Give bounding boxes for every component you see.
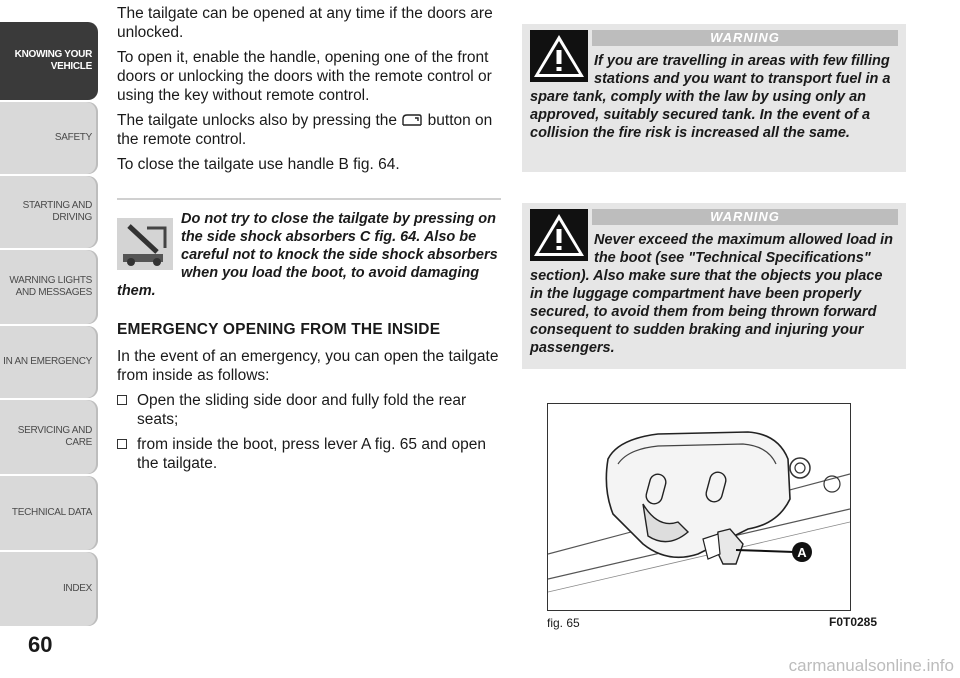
warning-text: Never exceed the maximum allowed load in the boot (see "Technical Specifications" section). Also make sure that the objects you place in the luggage compartment have been properly secured, to avoid them from being thrown forward consequent to sudden braking and injuring your passengers. <box>530 232 893 356</box>
paragraph <box>117 111 501 149</box>
list-item <box>117 435 501 473</box>
sidebar-tab-label: SERVICING AND CARE <box>17 425 92 448</box>
list-item-text: from inside the boot, press lever A fig. 65 and open the tailgate. <box>137 436 486 472</box>
sidebar-tab-label: IN AN EMERGENCY <box>3 356 92 367</box>
list-item <box>117 391 501 429</box>
sidebar-tab-knowing-your-vehicle[interactable] <box>0 22 98 100</box>
instruction-list <box>117 391 501 473</box>
sidebar-tab-label: KNOWING YOUR VEHICLE <box>14 49 92 72</box>
warning-box-fuel <box>522 24 906 172</box>
warning-box-max-load <box>522 203 906 369</box>
warning-title: WARNING <box>592 30 898 46</box>
sidebar-tab-label: INDEX <box>62 583 92 594</box>
sidebar-tab-label: TECHNICAL DATA <box>11 507 92 518</box>
sidebar-tab-warning-lights[interactable] <box>0 250 98 324</box>
paragraph: In the event of an emergency, you can open the tailgate from inside as follows: <box>117 348 499 384</box>
sidebar-tab-safety[interactable] <box>0 102 98 174</box>
paragraph: The tailgate can be opened at any time if the doors are unlocked. <box>117 5 493 41</box>
paragraph: To close the tailgate use handle B fig. 64. <box>117 156 400 173</box>
left-column <box>117 4 501 479</box>
caution-text: Do not try to close the tailgate by pressing on the side shock absorbers C fig. 64. Also be careful not to knock the side shock absorbers when you load the boot, to avoid damaging them. <box>117 211 498 299</box>
warning-triangle-icon <box>530 30 588 82</box>
warning-title: WARNING <box>592 209 898 225</box>
sidebar-tab-technical-data[interactable] <box>0 476 98 550</box>
tailgate-lock-illustration <box>548 404 850 610</box>
sidebar-tab-label: SAFETY <box>54 132 92 143</box>
sidebar-tab-label: WARNING LIGHTS AND MESSAGES <box>9 275 92 298</box>
figure-tailgate-lock <box>547 403 851 611</box>
paragraph-text: button on the remote control. <box>117 112 493 148</box>
figure-label: fig. 65 <box>547 616 580 630</box>
checkbox-bullet-icon <box>117 395 127 405</box>
warning-triangle-icon <box>530 209 588 261</box>
section-heading: EMERGENCY OPENING FROM THE INSIDE <box>117 321 441 338</box>
sidebar-tab-servicing-and-care[interactable] <box>0 400 98 474</box>
sidebar-tab-starting-and-driving[interactable] <box>0 176 98 248</box>
list-item-text: Open the sliding side door and fully fold the rear seats; <box>137 392 467 428</box>
sidebar-tab-label: STARTING AND DRIVING <box>22 200 92 223</box>
paragraph-text: The tailgate unlocks also by pressing the <box>117 112 398 129</box>
caution-note <box>117 210 501 300</box>
checkbox-bullet-icon <box>117 439 127 449</box>
divider <box>117 198 501 200</box>
boot-shock-absorber-caution-icon <box>117 218 173 270</box>
warning-text: If you are travelling in areas with few filling stations and you want to transport fuel in a spare tank, comply with the law by using only an approved, suitably secured tank. In the event of a collision the fire risk is increased all the same. <box>530 53 891 141</box>
sidebar-tab-index[interactable] <box>0 552 98 626</box>
figure-code: F0T0285 <box>829 615 878 629</box>
paragraph: To open it, enable the handle, opening one of the front doors or unlocking the doors with the remote control or using the key without remote control. <box>117 49 492 104</box>
watermark: carmanualsonline.info <box>788 656 954 675</box>
page-number: 60 <box>28 632 53 657</box>
sidebar-tab-in-an-emergency[interactable] <box>0 326 98 398</box>
tailgate-button-icon <box>401 113 423 127</box>
figure-callout-label: A <box>797 545 807 560</box>
